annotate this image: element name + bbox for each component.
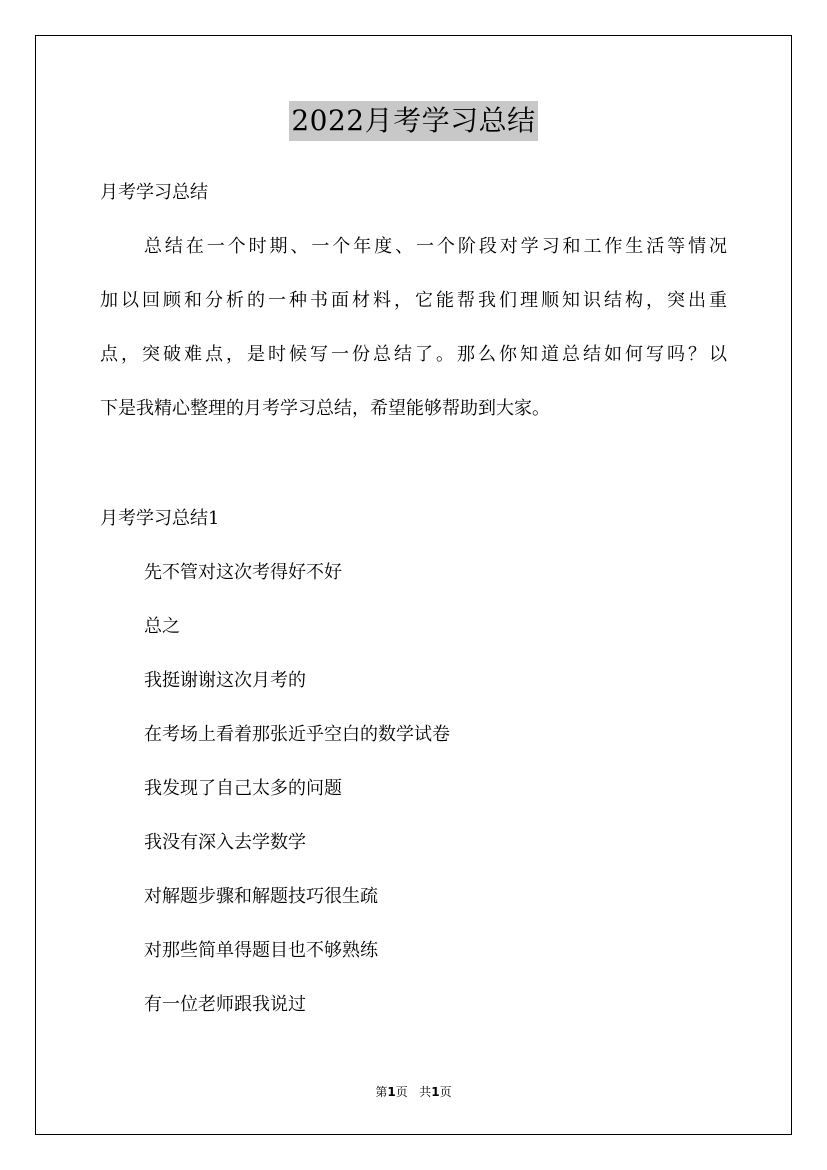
total-prefix: 共 (419, 1085, 432, 1099)
total-pages: 1 (431, 1085, 440, 1099)
document-title: 2022月考学习总结 (289, 101, 537, 141)
intro-line: 加以回顾和分析的一种书面材料，它能帮我们理顺知识结构，突出重 (100, 290, 727, 311)
subtitle: 月考学习总结 (100, 182, 208, 203)
intro-line: 下是我精心整理的月考学习总结，希望能够帮助到大家。 (100, 398, 550, 419)
section-line: 先不管对这次考得好不好 (144, 562, 342, 583)
total-suffix: 页 (439, 1085, 452, 1099)
page-footer (0, 1084, 827, 1100)
page-current: 1 (387, 1085, 396, 1099)
section-line: 我没有深入去学数学 (144, 832, 306, 853)
section-line: 我挺谢谢这次月考的 (144, 670, 306, 691)
section-line: 对解题步骤和解题技巧很生疏 (144, 886, 378, 907)
intro-line: 总结在一个时期、一个年度、一个阶段对学习和工作生活等情况 (144, 236, 727, 257)
intro-line: 点，突破难点，是时候写一份总结了。那么你知道总结如何写吗？以 (100, 344, 727, 365)
page-suffix: 页 (395, 1085, 408, 1099)
section-heading: 月考学习总结1 (100, 508, 220, 529)
section-line: 在考场上看着那张近乎空白的数学试卷 (144, 724, 450, 745)
section-line: 总之 (144, 616, 180, 637)
intro-paragraph (100, 235, 727, 451)
section-line: 我发现了自己太多的问题 (144, 778, 342, 799)
page-prefix: 第 (375, 1085, 388, 1099)
section-line: 有一位老师跟我说过 (144, 994, 306, 1015)
title-container (0, 101, 827, 141)
section-line: 对那些简单得题目也不够熟练 (144, 940, 378, 961)
